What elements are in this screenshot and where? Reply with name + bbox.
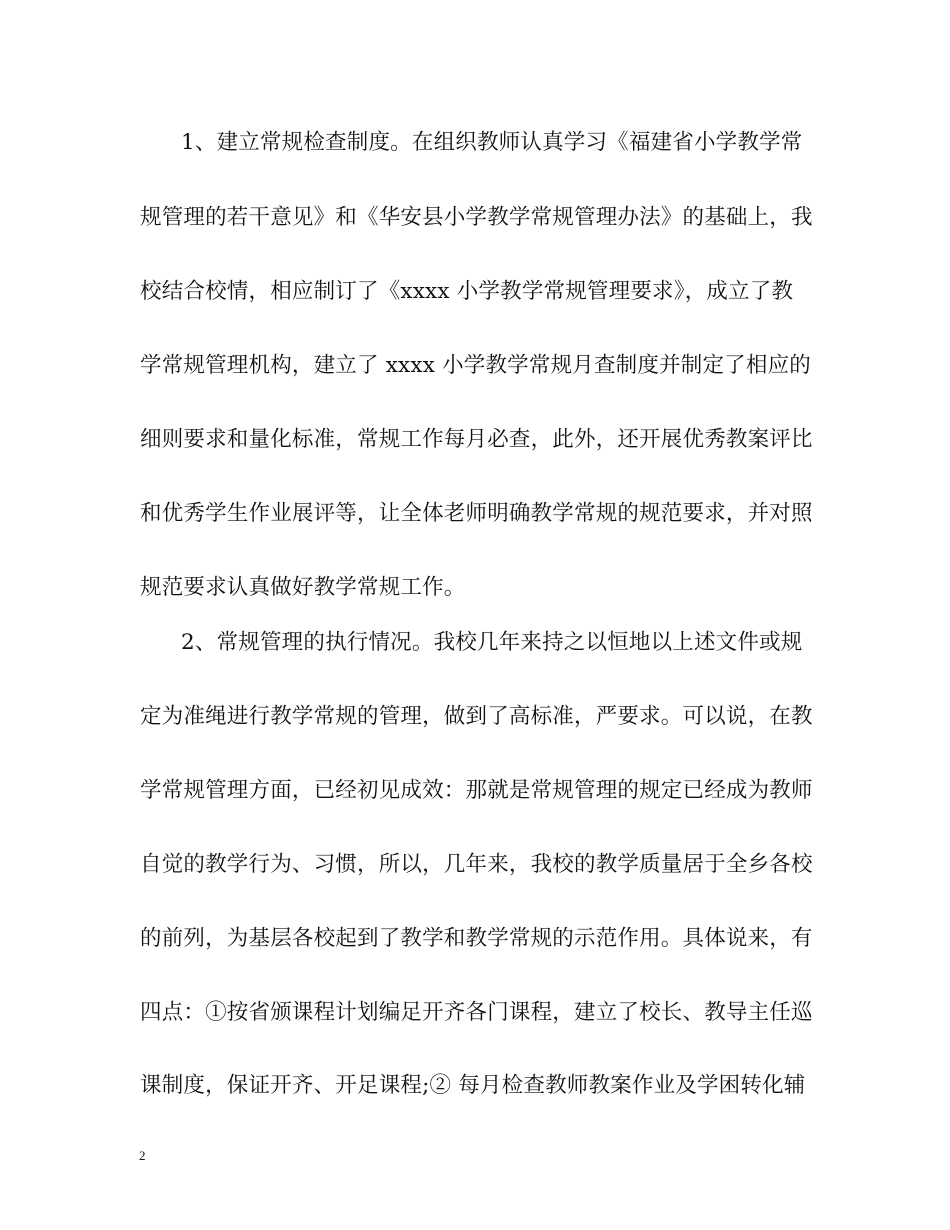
paragraph-2-line-3: 学常规管理方面，已经初见成效：那就是常规管理的规定已经成为教师 [140,778,813,803]
paragraph-1-line-7: 规范要求认真做好教学常规工作。 [140,575,466,600]
paragraph-1-line-4: 学常规管理机构，建立了 xxxx 小学教学常规月查制度并制定了相应的 [140,353,811,378]
paragraph-2-line-6: 四点：①按省颁课程计划编足开齐各门课程，建立了校长、教导主任巡 [140,1000,813,1025]
paragraph-1-line-1: 1、建立常规检查制度。在组织教师认真学习《福建省小学教学常 [181,130,803,155]
paragraph-1-line-2: 规管理的若干意见》和《华安县小学教学常规管理办法》的基础上，我 [140,205,813,230]
paragraph-2-line-4: 自觉的教学行为、习惯，所以，几年来，我校的教学质量居于全乡各校 [140,852,813,877]
paragraph-1-line-6: 和优秀学生作业展评等，让全体老师明确教学常规的规范要求，并对照 [140,501,813,526]
paragraph-2-line-1: 2、常规管理的执行情况。我校几年来持之以恒地以上述文件或规 [181,630,803,655]
paragraph-2-line-7: 课制度，保证开齐、开足课程;② 每月检查教师教案作业及学困转化辅 [140,1073,806,1098]
page-number: 2 [139,1148,146,1163]
paragraph-2-line-5: 的前列，为基层各校起到了教学和教学常规的示范作用。具体说来，有 [140,926,813,951]
paragraph-1-line-5: 细则要求和量化标准，常规工作每月必查，此外，还开展优秀教案评比 [140,427,813,452]
paragraph-1-line-3: 校结合校情，相应制订了《xxxx 小学教学常规管理要求》，成立了教 [140,279,794,304]
paragraph-2-line-2: 定为准绳进行教学常规的管理，做到了高标准，严要求。可以说，在教 [140,704,813,729]
